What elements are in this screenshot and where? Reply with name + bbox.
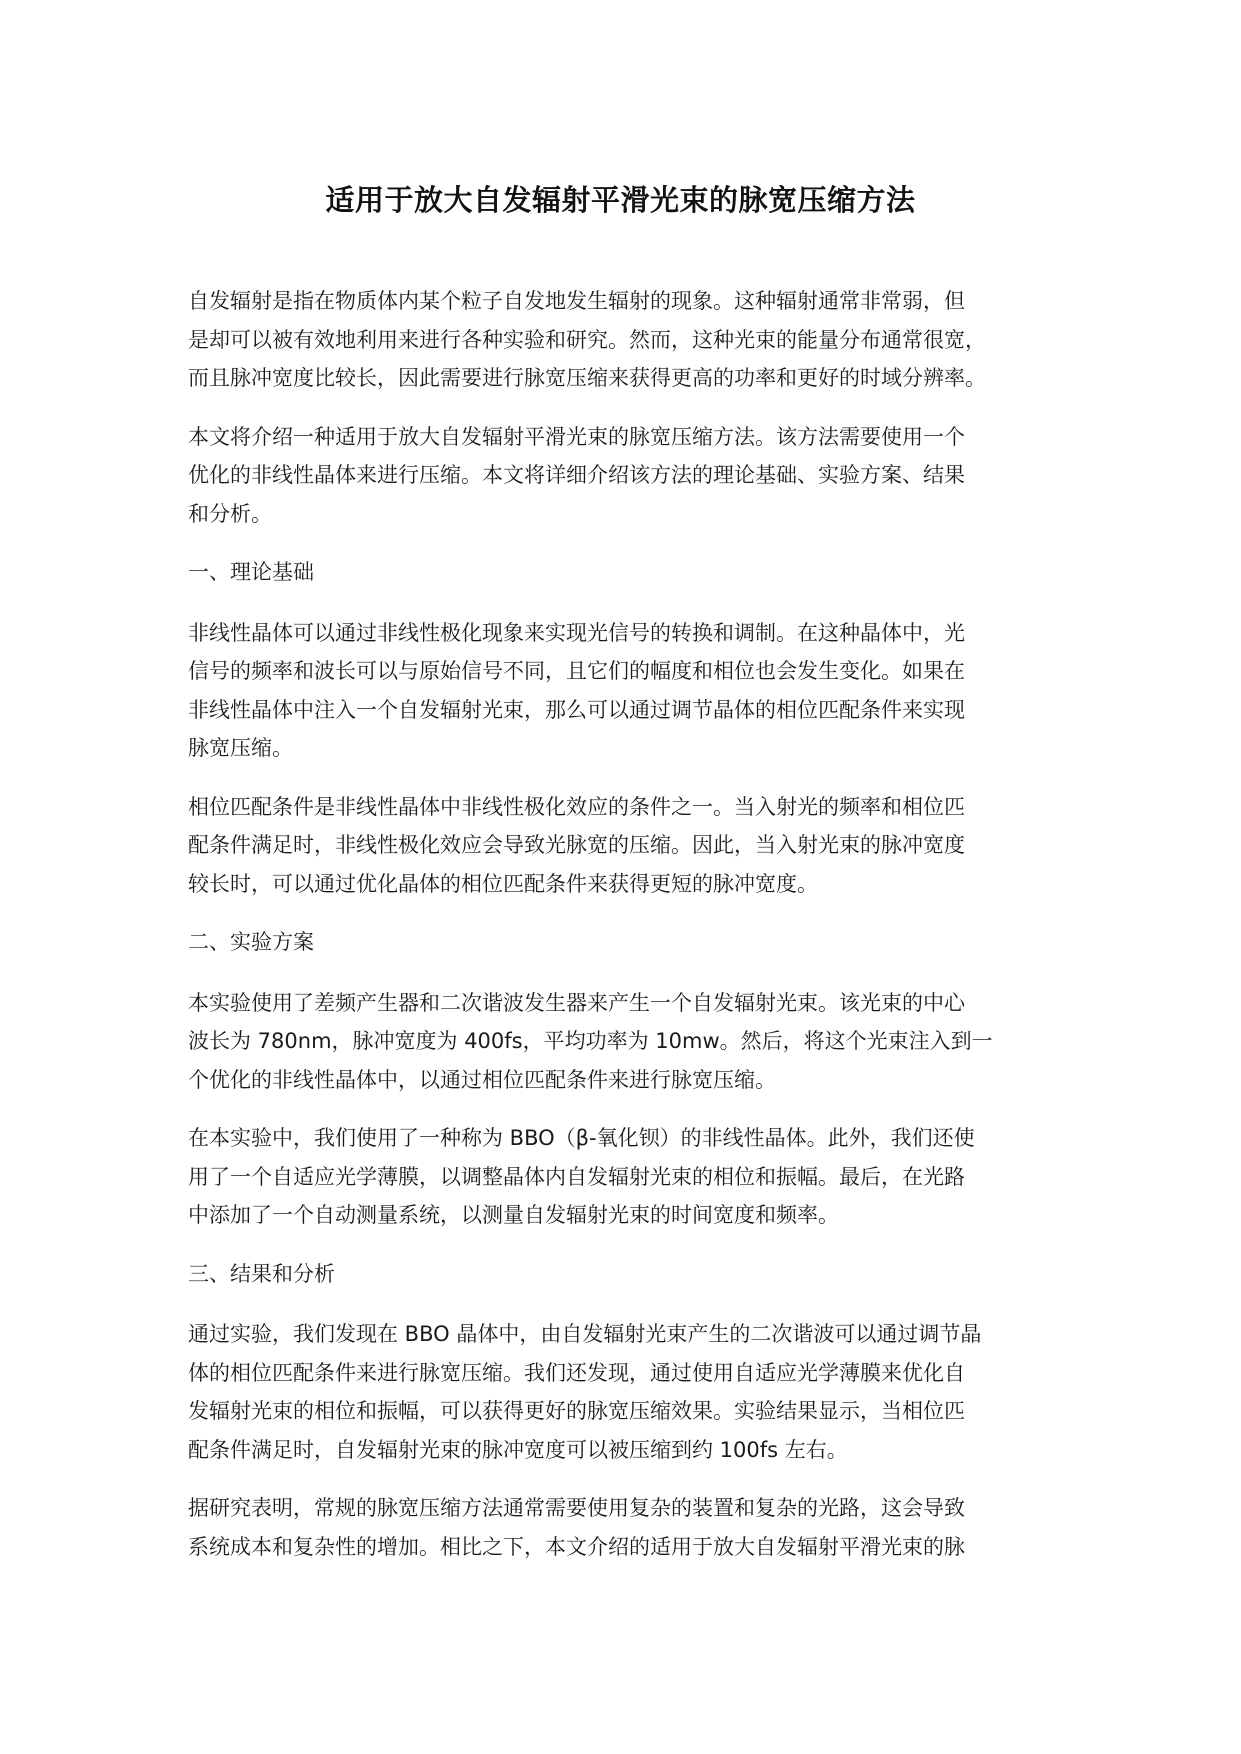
- text-line: 信号的频率和波长可以与原始信号不同，且它们的幅度和相位也会发生变化。如果在: [188, 659, 965, 683]
- text-line: 体的相位匹配条件来进行脉宽压缩。我们还发现，通过使用自适应光学薄膜来优化自: [188, 1360, 965, 1385]
- text-line: 是却可以被有效地利用来进行各种实验和研究。然而，这种光束的能量分布通常很宽，: [188, 327, 986, 352]
- text-line: 而且脉冲宽度比较长，因此需要进行脉宽压缩来获得更高的功率和更好的时域分辨率。: [188, 366, 986, 390]
- text-line: 通过实验，我们发现在 BBO 晶体中，由自发辐射光束产生的二次谐波可以通过调节晶: [188, 1322, 982, 1346]
- text-line: 据研究表明，常规的脉宽压缩方法通常需要使用复杂的装置和复杂的光路，这会导致: [188, 1496, 965, 1520]
- text-line: 配条件满足时，自发辐射光束的脉冲宽度可以被压缩到约 100fs 左右。: [188, 1437, 848, 1462]
- paragraph-theory-1: [188, 614, 1048, 768]
- text-line: 脉宽压缩。: [188, 736, 293, 760]
- text-line: 本实验使用了差频产生器和二次谐波发生器来产生一个自发辐射光束。该光束的中心: [188, 990, 965, 1015]
- text-line: 优化的非线性晶体来进行压缩。本文将详细介绍该方法的理论基础、实验方案、结果: [188, 463, 965, 487]
- document-body: [188, 282, 1048, 1586]
- text-line: 在本实验中，我们使用了一种称为 BBO（β-氧化钡）的非线性晶体。此外，我们还使: [188, 1126, 975, 1150]
- text-line: 和分析。: [188, 501, 272, 526]
- text-line: 自发辐射是指在物质体内某个粒子自发地发生辐射的现象。这种辐射通常非常弱，但: [188, 289, 965, 313]
- section-heading-results: 三、结果和分析: [188, 1261, 335, 1286]
- paragraph-experiment-1: [188, 984, 1048, 1100]
- text-line: 非线性晶体可以通过非线性极化现象来实现光信号的转换和调制。在这种晶体中，光: [188, 620, 965, 645]
- section-heading-theory: 一、理论基础: [188, 560, 314, 584]
- text-line: 波长为 780nm，脉冲宽度为 400fs，平均功率为 10mw。然后，将这个光束注入到一: [188, 1029, 993, 1053]
- paragraph-theory-2: [188, 788, 1048, 904]
- text-line: 发辐射光束的相位和振幅，可以获得更好的脉宽压缩效果。实验结果显示，当相位匹: [188, 1399, 965, 1423]
- paragraph-experiment-2: [188, 1119, 1048, 1235]
- text-line: 中添加了一个自动测量系统，以测量自发辐射光束的时间宽度和频率。: [188, 1203, 839, 1227]
- text-line: 用了一个自适应光学薄膜，以调整晶体内自发辐射光束的相位和振幅。最后，在光路: [188, 1164, 965, 1189]
- paragraph-results-2: [188, 1489, 1048, 1566]
- text-line: 相位匹配条件是非线性晶体中非线性极化效应的条件之一。当入射光的频率和相位匹: [188, 794, 965, 819]
- text-line: 非线性晶体中注入一个自发辐射光束，那么可以通过调节晶体的相位匹配条件来实现: [188, 697, 965, 722]
- paragraph-intro-2: [188, 418, 1048, 534]
- text-line: 个优化的非线性晶体中，以通过相位匹配条件来进行脉宽压缩。: [188, 1067, 776, 1092]
- document-title: 适用于放大自发辐射平滑光束的脉宽压缩方法: [325, 183, 916, 217]
- text-line: 系统成本和复杂性的增加。相比之下，本文介绍的适用于放大自发辐射平滑光束的脉: [188, 1534, 965, 1559]
- text-line: 本文将介绍一种适用于放大自发辐射平滑光束的脉宽压缩方法。该方法需要使用一个: [188, 424, 965, 449]
- paragraph-intro-1: [188, 282, 1048, 398]
- paragraph-results-1: [188, 1315, 1048, 1469]
- text-line: 配条件满足时，非线性极化效应会导致光脉宽的压缩。因此，当入射光束的脉冲宽度: [188, 833, 965, 857]
- text-line: 较长时，可以通过优化晶体的相位匹配条件来获得更短的脉冲宽度。: [188, 871, 818, 896]
- section-heading-experiment: 二、实验方案: [188, 930, 314, 954]
